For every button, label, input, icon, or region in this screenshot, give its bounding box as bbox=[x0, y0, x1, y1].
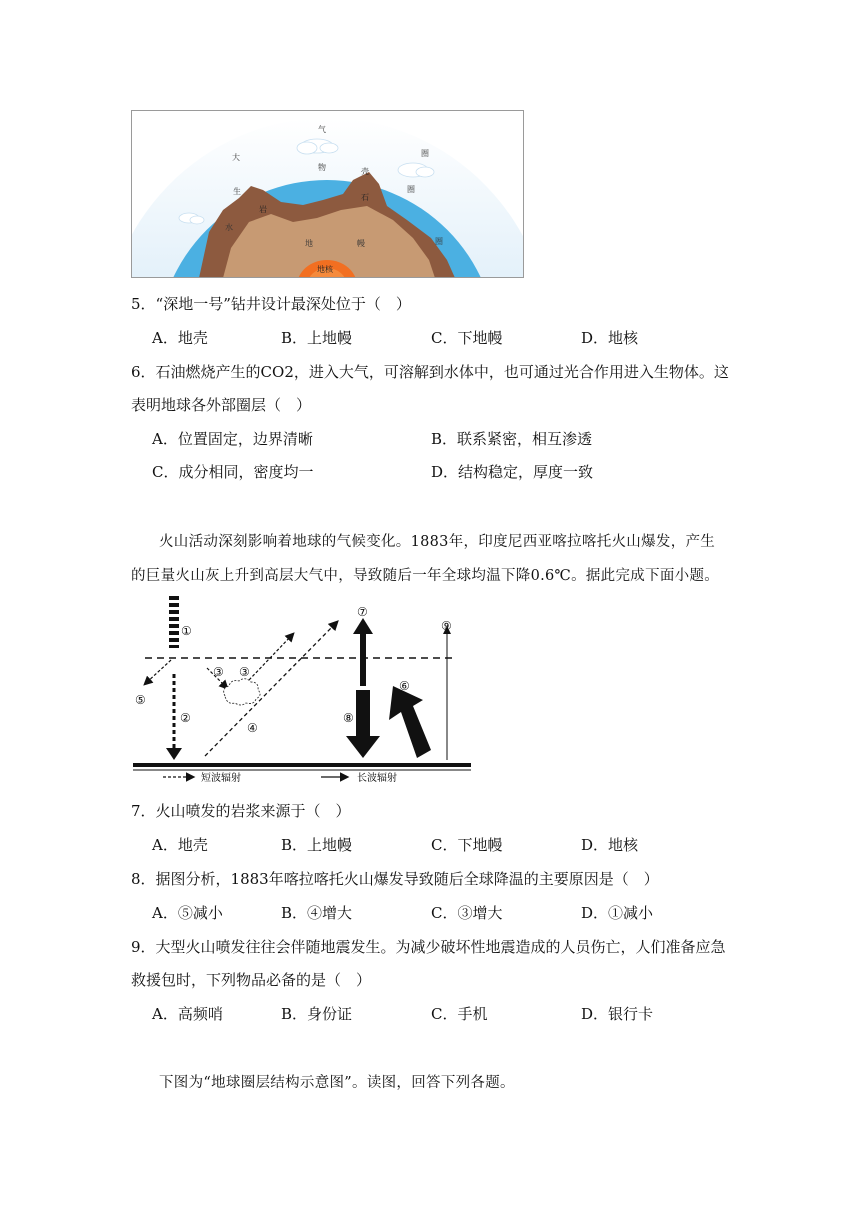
label-hydrosphere-2: 圈 bbox=[407, 185, 415, 194]
q5-option-b[interactable]: B．上地幔 bbox=[281, 329, 353, 347]
radiation-figure bbox=[131, 596, 474, 786]
label-mantle-2: 幔 bbox=[357, 239, 365, 248]
q8-option-b[interactable]: B．④增大 bbox=[281, 904, 353, 922]
label-2: ② bbox=[180, 711, 191, 725]
label-shell: 壳 bbox=[361, 167, 369, 176]
label-crust-2: 石 bbox=[361, 193, 369, 202]
arrow-3b bbox=[249, 634, 293, 680]
label-7: ⑦ bbox=[357, 605, 368, 619]
label-circle: 圈 bbox=[435, 237, 443, 246]
arrow-6 bbox=[389, 686, 431, 758]
passage-volcano-line1: 火山活动深刻影响着地球的气候变化。1883年，印度尼西亚喀拉喀托火山爆发，产生 bbox=[159, 534, 716, 550]
q8-option-a[interactable]: A．⑤减小 bbox=[152, 904, 223, 922]
label-atmosphere-2: 气 bbox=[318, 125, 326, 134]
label-4: ④ bbox=[247, 721, 258, 735]
ground-surface bbox=[133, 763, 471, 767]
question-6-stem-line1: 6．石油燃烧产生的CO2，进入大气，可溶解到水体中，也可通过光合作用进入生物体。这 bbox=[131, 363, 729, 381]
q6-option-c[interactable]: C．成分相同，密度均一 bbox=[152, 463, 314, 481]
passage-volcano-line2: 的巨量火山灰上升到高层大气中，导致随后一年全球均温下降0.6℃。据此完成下面小题。 bbox=[131, 568, 720, 584]
legend-short-wave-label: 短波辐射 bbox=[201, 773, 241, 784]
q7-option-d[interactable]: D．地核 bbox=[581, 836, 639, 854]
label-biosphere-2: 物 bbox=[318, 163, 326, 172]
passage-spheres-intro: 下图为“地球圈层结构示意图”。读图，回答下列各题。 bbox=[159, 1075, 515, 1091]
question-9-stem-line1: 9．大型火山喷发往往会伴随地震发生。为减少破坏性地震造成的人员伤亡，人们准备应急 bbox=[131, 938, 726, 956]
label-8: ⑧ bbox=[343, 711, 354, 725]
q5-option-c[interactable]: C．下地幔 bbox=[431, 329, 503, 347]
label-3a: ③ bbox=[213, 665, 224, 679]
q7-option-c[interactable]: C．下地幔 bbox=[431, 836, 503, 854]
label-biosphere-3: 圈 bbox=[421, 149, 429, 158]
question-8-stem: 8．据图分析，1883年喀拉喀托火山爆发导致随后全球降温的主要原因是（ ） bbox=[131, 870, 659, 888]
arrow-8 bbox=[356, 690, 370, 738]
q9-option-c[interactable]: C．手机 bbox=[431, 1005, 488, 1023]
q5-option-a[interactable]: A．地壳 bbox=[152, 329, 208, 347]
label-6: ⑥ bbox=[399, 679, 410, 693]
legend-long-wave-label: 长波辐射 bbox=[357, 773, 397, 784]
label-1: ① bbox=[181, 624, 192, 638]
label-9: ⑨ bbox=[441, 619, 452, 633]
label-atmosphere-1: 大 bbox=[232, 153, 240, 162]
arrow-5 bbox=[145, 660, 171, 684]
question-6-stem-line2: 表明地球各外部圈层（ ） bbox=[131, 396, 312, 414]
earth-spheres-figure bbox=[131, 110, 524, 278]
q6-option-a[interactable]: A．位置固定，边界清晰 bbox=[152, 430, 313, 448]
q6-option-d[interactable]: D．结构稳定，厚度一致 bbox=[431, 463, 594, 481]
q9-option-a[interactable]: A．高频哨 bbox=[152, 1005, 223, 1023]
q7-option-b[interactable]: B．上地幔 bbox=[281, 836, 353, 854]
q5-option-d[interactable]: D．地核 bbox=[581, 329, 639, 347]
q7-option-a[interactable]: A．地壳 bbox=[152, 836, 208, 854]
question-9-stem-line2: 救援包时，下列物品必备的是（ ） bbox=[131, 971, 372, 989]
arrow-7 bbox=[360, 632, 366, 686]
question-7-stem: 7．火山喷发的岩浆来源于（ ） bbox=[131, 802, 351, 820]
label-3b: ③ bbox=[239, 665, 250, 679]
label-mantle-1: 地 bbox=[305, 239, 313, 248]
solar-radiation-bar bbox=[169, 596, 179, 648]
label-hydrosphere-1: 水 bbox=[225, 223, 233, 232]
q9-option-b[interactable]: B．身份证 bbox=[281, 1005, 353, 1023]
q6-option-b[interactable]: B．联系紧密，相互渗透 bbox=[431, 430, 593, 448]
label-5: ⑤ bbox=[135, 693, 146, 707]
label-core: 地核 bbox=[317, 265, 333, 274]
label-biosphere-1: 生 bbox=[233, 187, 241, 196]
q9-option-d[interactable]: D．银行卡 bbox=[581, 1005, 654, 1023]
label-crust-1: 岩 bbox=[259, 205, 267, 214]
q8-option-d[interactable]: D．①减小 bbox=[581, 904, 654, 922]
volcanic-ash-cloud bbox=[224, 679, 260, 705]
q8-option-c[interactable]: C．③增大 bbox=[431, 904, 503, 922]
question-5-stem: 5．“深地一号”钻井设计最深处位于（ ） bbox=[131, 295, 411, 313]
